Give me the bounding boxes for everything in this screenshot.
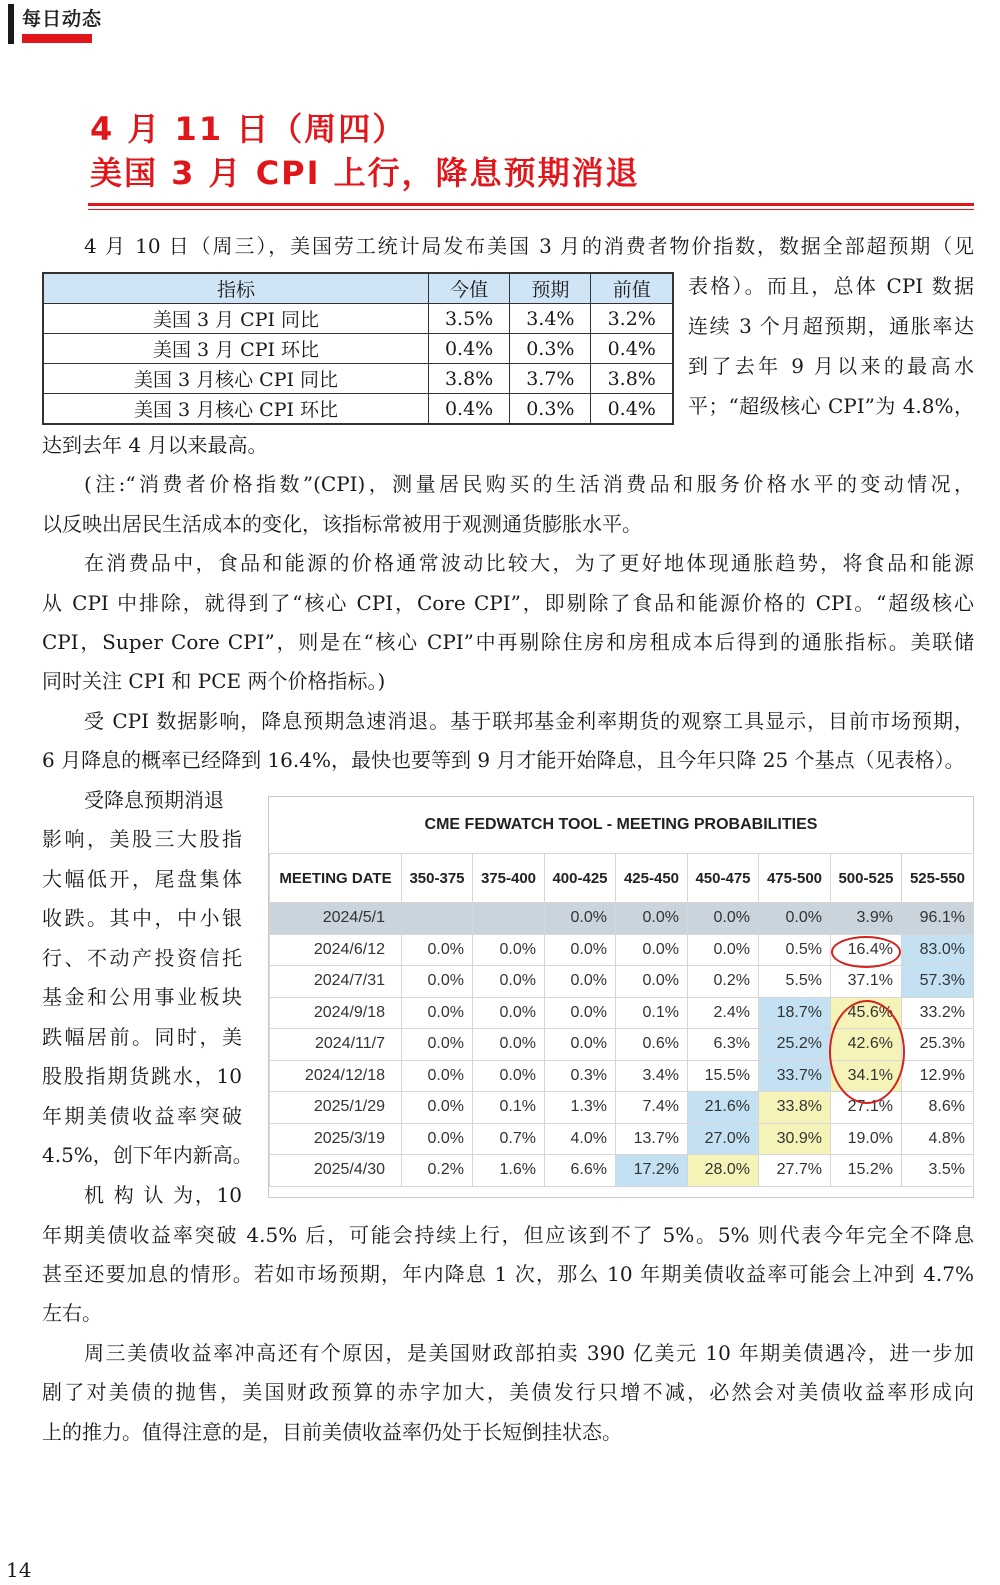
paragraph-line: 甚至还要加息的情形。若如市场预期，年内降息 1 次，那么 10 年期美债收益率可能会上冲到 4.7% — [42, 1262, 974, 1286]
paragraph-line: 4.5%，创下年内新高。 — [42, 1143, 253, 1167]
probability-cell: 0.0% — [473, 966, 545, 998]
paragraph-line: 表格）。而且，总体 CPI 数据 — [688, 274, 974, 298]
table-cell: 3.5% — [429, 304, 510, 334]
probability-cell: 27.1% — [831, 1092, 902, 1124]
probability-cell: 33.8% — [759, 1092, 831, 1124]
probability-cell: 0.5% — [759, 934, 831, 966]
probability-cell: 3.9% — [831, 903, 902, 935]
probability-cell: 25.3% — [902, 1029, 974, 1061]
note-line: (注:“消费者价格指数”(CPI)，测量居民购买的生活消费品和服务价格水平的变动情况， — [84, 472, 974, 496]
probability-cell: 0.0% — [759, 903, 831, 935]
probability-cell: 27.7% — [759, 1155, 831, 1187]
table-row — [43, 304, 673, 334]
header-bar — [8, 4, 14, 44]
probability-cell: 0.0% — [402, 1123, 473, 1155]
table-row — [270, 1123, 974, 1155]
probability-cell: 1.6% — [473, 1155, 545, 1187]
probability-cell: 8.6% — [902, 1092, 974, 1124]
fedwatch-title: CME FEDWATCH TOOL - MEETING PROBABILITIES — [424, 816, 818, 833]
column-header: 400-425 — [545, 854, 616, 903]
probability-cell: 33.2% — [902, 997, 974, 1029]
table-cell: 3.2% — [591, 304, 673, 334]
table-cell: 美国 3 月 CPI 环比 — [43, 334, 429, 364]
table-row — [270, 903, 974, 935]
meeting-date-cell: 2025/3/19 — [270, 1123, 402, 1155]
probability-cell: 0.0% — [545, 934, 616, 966]
paragraph-line: 年期美债收益率突破 — [42, 1104, 242, 1128]
probability-cell: 6.3% — [688, 1029, 759, 1061]
probability-cell: 0.0% — [473, 997, 545, 1029]
probability-cell: 18.7% — [759, 997, 831, 1029]
section-label: 每日动态 — [22, 8, 103, 30]
table-cell: 3.8% — [591, 364, 673, 394]
probability-cell: 33.7% — [759, 1060, 831, 1092]
table-row — [43, 364, 673, 394]
table-cell: 美国 3 月核心 CPI 环比 — [43, 394, 429, 425]
probability-cell: 0.1% — [473, 1092, 545, 1124]
table-row — [270, 1155, 974, 1187]
column-header: 500-525 — [831, 854, 902, 903]
probability-cell: 83.0% — [902, 934, 974, 966]
probability-cell: 15.5% — [688, 1060, 759, 1092]
meeting-date-cell: 2025/4/30 — [270, 1155, 402, 1187]
meeting-date-cell: 2024/5/1 — [270, 903, 402, 935]
table-cell: 美国 3 月 CPI 同比 — [43, 304, 429, 334]
probability-cell: 7.4% — [616, 1092, 688, 1124]
probability-cell: 0.6% — [616, 1029, 688, 1061]
probability-cell: 0.0% — [688, 903, 759, 935]
probability-cell: 0.0% — [402, 1060, 473, 1092]
probability-cell: 45.6% — [831, 997, 902, 1029]
paragraph-line: 达到去年 4 月以来最高。 — [42, 433, 268, 457]
probability-cell: 15.2% — [831, 1155, 902, 1187]
probability-cell: 0.0% — [473, 934, 545, 966]
paragraph-line: 连续 3 个月超预期，通胀率达 — [688, 314, 974, 338]
probability-cell: 28.0% — [688, 1155, 759, 1187]
probability-cell: 0.0% — [545, 966, 616, 998]
probability-cell: 57.3% — [902, 966, 974, 998]
table-cell: 0.4% — [429, 334, 510, 364]
column-header: 475-500 — [759, 854, 831, 903]
meeting-date-cell: 2024/12/18 — [270, 1060, 402, 1092]
note-line: 以反映出居民生活成本的变化，该指标常被用于观测通货膨胀水平。 — [42, 512, 642, 536]
meeting-date-cell: 2024/9/18 — [270, 997, 402, 1029]
highlight-circle — [829, 1000, 905, 1104]
title-rule-thin — [88, 209, 974, 210]
probability-cell: 13.7% — [616, 1123, 688, 1155]
paragraph-line: 机 构 认 为，10 — [84, 1183, 242, 1207]
probability-cell: 0.0% — [402, 1029, 473, 1061]
paragraph-line: 大幅低开，尾盘集体 — [42, 867, 242, 891]
article-date-title: 4 月 11 日（周四） — [90, 110, 407, 148]
fedwatch-header-row — [270, 854, 974, 903]
page-number: 14 — [6, 1558, 32, 1582]
table-row — [43, 394, 673, 425]
table-header-row — [43, 273, 673, 304]
probability-cell: 19.0% — [831, 1123, 902, 1155]
column-header: 指标 — [43, 273, 429, 304]
note-line: 同时关注 CPI 和 PCE 两个价格指标。) — [42, 669, 386, 693]
meeting-date-cell: 2025/1/29 — [270, 1092, 402, 1124]
probability-cell: 0.1% — [616, 997, 688, 1029]
note-line: 在消费品中，食品和能源的价格通常波动比较大，为了更好地体现通胀趋势，将食品和能源 — [84, 551, 974, 575]
probability-cell: 4.0% — [545, 1123, 616, 1155]
column-header: 今值 — [429, 273, 510, 304]
section-label-underline — [22, 34, 92, 43]
table-row — [43, 334, 673, 364]
probability-cell: 27.0% — [688, 1123, 759, 1155]
probability-cell: 0.0% — [545, 903, 616, 935]
probability-cell: 3.4% — [616, 1060, 688, 1092]
paragraph-line: 影响，美股三大股指 — [42, 827, 242, 851]
table-cell: 0.4% — [591, 394, 673, 425]
note-line: 从 CPI 中排除，就得到了“核心 CPI，Core CPI”，即剔除了食品和能源价格的 CPI。“超级核心 — [42, 591, 974, 615]
table-cell: 0.4% — [591, 334, 673, 364]
highlight-circle — [831, 936, 901, 968]
paragraph-line: 受 CPI 数据影响，降息预期急速消退。基于联邦基金利率期货的观察工具显示，目前市场预期， — [84, 709, 974, 733]
paragraph-line: 到了去年 9 月以来的最高水 — [688, 354, 974, 378]
table-cell: 美国 3 月核心 CPI 同比 — [43, 364, 429, 394]
probability-cell: 21.6% — [688, 1092, 759, 1124]
table-row — [270, 966, 974, 998]
probability-cell: 12.9% — [902, 1060, 974, 1092]
meeting-date-cell: 2024/11/7 — [270, 1029, 402, 1061]
probability-cell: 34.1% — [831, 1060, 902, 1092]
probability-cell: 42.6% — [831, 1029, 902, 1061]
probability-cell: 0.0% — [402, 997, 473, 1029]
probability-cell: 0.0% — [616, 966, 688, 998]
paragraph-line: 年期美债收益率突破 4.5% 后，可能会持续上行，但应该到不了 5%。5% 则代表今年完全不降息 — [42, 1223, 974, 1247]
probability-cell: 3.5% — [902, 1155, 974, 1187]
paragraph-line: 平；“超级核心 CPI”为 4.8%， — [688, 394, 974, 418]
table-cell: 0.3% — [510, 334, 591, 364]
probability-cell: 4.8% — [902, 1123, 974, 1155]
table-cell: 0.4% — [429, 394, 510, 425]
probability-cell: 6.6% — [545, 1155, 616, 1187]
probability-cell: 0.0% — [473, 1029, 545, 1061]
probability-cell: 0.0% — [688, 934, 759, 966]
table-cell: 3.8% — [429, 364, 510, 394]
article-headline: 美国 3 月 CPI 上行，降息预期消退 — [90, 154, 640, 192]
paragraph-line: 行、不动产投资信托 — [42, 946, 242, 970]
probability-cell: 0.2% — [402, 1155, 473, 1187]
probability-cell: 0.2% — [688, 966, 759, 998]
probability-cell: 2.4% — [688, 997, 759, 1029]
column-header: 预期 — [510, 273, 591, 304]
probability-cell — [402, 903, 473, 935]
column-header: 前值 — [591, 273, 673, 304]
cpi-indicator-table — [42, 272, 674, 425]
title-rule-thick — [88, 203, 974, 206]
probability-cell: 1.3% — [545, 1092, 616, 1124]
column-header: 425-450 — [616, 854, 688, 903]
paragraph-line: 6 月降息的概率已经降到 16.4%，最快也要等到 9 月才能开始降息，且今年只降 25 个基点（见表格）。 — [42, 748, 965, 772]
column-header: 350-375 — [402, 854, 473, 903]
table-cell: 3.7% — [510, 364, 591, 394]
meeting-date-cell: 2024/6/12 — [270, 934, 402, 966]
probability-cell: 0.0% — [402, 934, 473, 966]
probability-cell: 0.0% — [545, 1029, 616, 1061]
table-cell: 0.3% — [510, 394, 591, 425]
probability-cell: 25.2% — [759, 1029, 831, 1061]
paragraph-line: 4 月 10 日（周三），美国劳工统计局发布美国 3 月的消费者物价指数，数据全部超预期（见 — [84, 234, 974, 258]
probability-cell: 96.1% — [902, 903, 974, 935]
probability-cell: 0.0% — [402, 1092, 473, 1124]
probability-cell: 16.4% — [831, 934, 902, 966]
probability-cell: 0.3% — [545, 1060, 616, 1092]
paragraph-line: 上的推力。值得注意的是，目前美债收益率仍处于长短倒挂状态。 — [42, 1420, 622, 1444]
probability-cell: 0.0% — [616, 934, 688, 966]
probability-cell — [473, 903, 545, 935]
probability-cell: 0.0% — [616, 903, 688, 935]
probability-cell: 0.7% — [473, 1123, 545, 1155]
probability-cell: 0.0% — [545, 997, 616, 1029]
column-header: 375-400 — [473, 854, 545, 903]
paragraph-line: 周三美债收益率冲高还有个原因，是美国财政部拍卖 390 亿美元 10 年期美债遇冷，进一步加 — [84, 1341, 974, 1365]
fedwatch-table-figure — [268, 796, 974, 1198]
probability-cell: 0.0% — [473, 1060, 545, 1092]
paragraph-line: 剧了对美债的抛售，美国财政预算的赤字加大，美债发行只增不减，必然会对美债收益率形成向 — [42, 1380, 974, 1404]
paragraph-line: 收跌。其中，中小银 — [42, 906, 242, 930]
paragraph-line: 股股指期货跳水，10 — [42, 1064, 242, 1088]
paragraph-line: 左右。 — [42, 1301, 102, 1325]
probability-cell: 5.5% — [759, 966, 831, 998]
note-line: CPI，Super Core CPI”，则是在“核心 CPI”中再剔除住房和房租成本后得到的通胀指标。美联储 — [42, 630, 974, 654]
probability-cell: 37.1% — [831, 966, 902, 998]
probability-cell: 0.0% — [402, 966, 473, 998]
meeting-date-cell: 2024/7/31 — [270, 966, 402, 998]
paragraph-line: 受降息预期消退 — [84, 788, 224, 812]
probability-cell: 30.9% — [759, 1123, 831, 1155]
paragraph-line: 跌幅居前。同时，美 — [42, 1025, 242, 1049]
probability-cell: 17.2% — [616, 1155, 688, 1187]
column-header: MEETING DATE — [270, 854, 402, 903]
table-cell: 3.4% — [510, 304, 591, 334]
paragraph-line: 基金和公用事业板块 — [42, 985, 242, 1009]
column-header: 525-550 — [902, 854, 974, 903]
column-header: 450-475 — [688, 854, 759, 903]
